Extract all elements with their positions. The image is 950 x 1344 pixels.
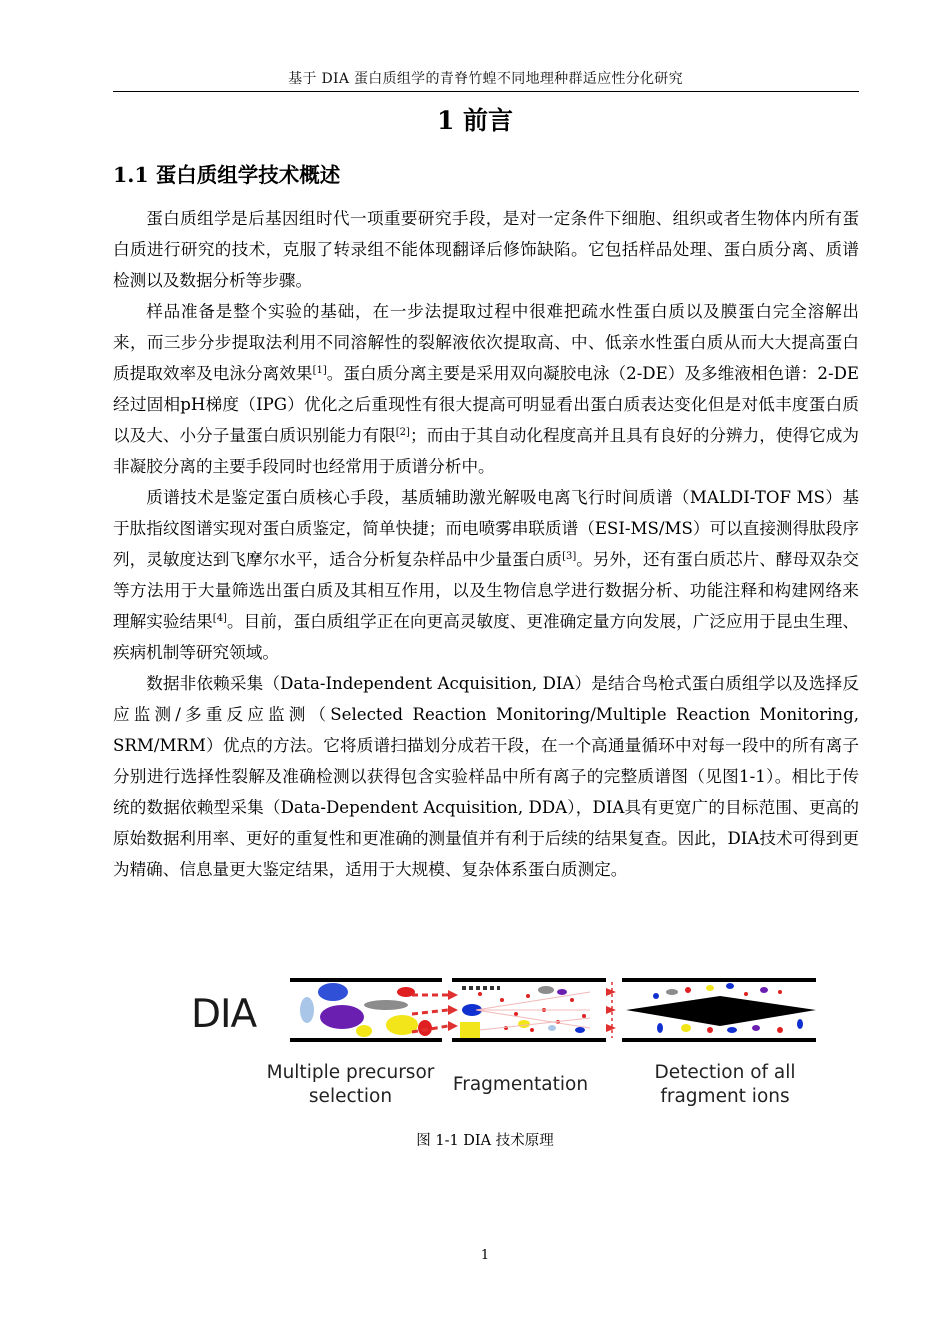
precursor-tube (290, 980, 442, 1040)
fragmentation-cell (452, 980, 606, 1040)
figure-label-precursor-line1: Multiple precursor (266, 1062, 435, 1083)
chapter-title: 1 前言 (436, 106, 514, 135)
paragraph-3-text-a: 质谱技术是鉴定蛋白质核心手段，基质辅助激光解吸电离飞行时间质谱（MALDI-TOF MS）基于肽指纹图谱实现对蛋白质鉴定，简单快捷；而电喷雾串联质谱（ESI-MS/MS）可以直接测得肽段序列，灵敏度达到飞摩尔水平，适合分析复杂样品中少量蛋白质 (113, 488, 859, 569)
figure-label-detection (630, 1061, 820, 1109)
figure-label-precursor-line2: selection (308, 1086, 393, 1107)
paragraph-4: 数据非依赖采集（Data-Independent Acquisition, DIA）是结合鸟枪式蛋白质组学以及选择反应监测/多重反应监测（Selected Reaction Monitoring/Multiple Reaction Monitoring, SRM/MRM）优点的方法。它将质谱扫描划分成若干段，在一个高通量循环中对每一段中的所有离子分别进行选择性裂解及准确检测以获得包含实验样品中所有离子的完整质谱图（见图1-1）。相比于传统的数据依赖型采集（Data-Dependent Acquisition, DDA），DIA具有更宽广的目标范围、更高的原始数据利用率、更好的重复性和更准确的测量值并有利于后续的结果复查。因此，DIA技术可得到更为精确、信息量更大鉴定结果，适用于大规模、复杂体系蛋白质测定。 (113, 674, 859, 879)
paragraph-3-text-c: 。目前，蛋白质组学正在向更高灵敏度、更准确定量方向发展，广泛应用于昆虫生理、疾病机制等研究领域。 (113, 612, 859, 662)
gate-arrows (606, 982, 616, 1038)
figure-label-detection-line1: Detection of all (654, 1062, 796, 1083)
paragraph-2-text-c: ；而由于其自动化程度高并且具有良好的分辨力，使得它成为非凝胶分离的主要手段同时也经常用于质谱分析中。 (113, 426, 860, 476)
figure-label-fragmentation: Fragmentation (452, 1074, 589, 1095)
body-text (113, 203, 859, 885)
header-rule (113, 91, 859, 92)
figure-dia-label: DIA (191, 992, 257, 1037)
figure-label-detection-line2: fragment ions (660, 1086, 790, 1107)
figure-label-precursor (258, 1061, 443, 1109)
citation-2: [2] (395, 427, 410, 438)
dia-schematic (180, 970, 820, 1060)
citation-3: [3] (562, 551, 577, 562)
citation-1: [1] (312, 365, 327, 376)
running-header: 基于 DIA 蛋白质组学的青脊竹蝗不同地理种群适应性分化研究 (288, 71, 683, 87)
dia-figure (0, 970, 950, 1120)
section-heading: 1.1 蛋白质组学技术概述 (113, 163, 341, 187)
paragraph-2-text-b: 。蛋白质分离主要是采用双向凝胶电泳（2-DE）及多维液相色谱：2-DE经过固相pH梯度（IPG）优化之后重现性有很大提高可明显看出蛋白质表达变化但是对低丰度蛋白质以及大、小分子量蛋白质识别能力有限 (113, 364, 860, 445)
citation-4: [4] (212, 613, 227, 624)
paragraph-3 (113, 482, 859, 668)
figure-caption: 图 1-1 DIA 技术原理 (416, 1133, 554, 1149)
paragraph-2 (113, 296, 859, 482)
detector-cell (622, 980, 816, 1040)
page-number: 1 (480, 1248, 490, 1263)
paragraph-3-text-b: 。另外，还有蛋白质芯片、酵母双杂交等方法用于大量筛选出蛋白质及其相互作用，以及生物信息学进行数据分析、功能注释和构建网络来理解实验结果 (113, 550, 860, 631)
paragraph-1: 蛋白质组学是后基因组时代一项重要研究手段，是对一定条件下细胞、组织或者生物体内所有蛋白质进行研究的技术，克服了转录组不能体现翻译后修饰缺陷。它包括样品处理、蛋白质分离、质谱检测以及数据分析等步骤。 (113, 209, 859, 290)
paragraph-2-text-a: 样品准备是整个实验的基础，在一步法提取过程中很难把疏水性蛋白质以及膜蛋白完全溶解出来，而三步分步提取法利用不同溶解性的裂解液依次提取高、中、低亲水性蛋白质从而大大提高蛋白质提取效率及电泳分离效果 (113, 302, 859, 383)
